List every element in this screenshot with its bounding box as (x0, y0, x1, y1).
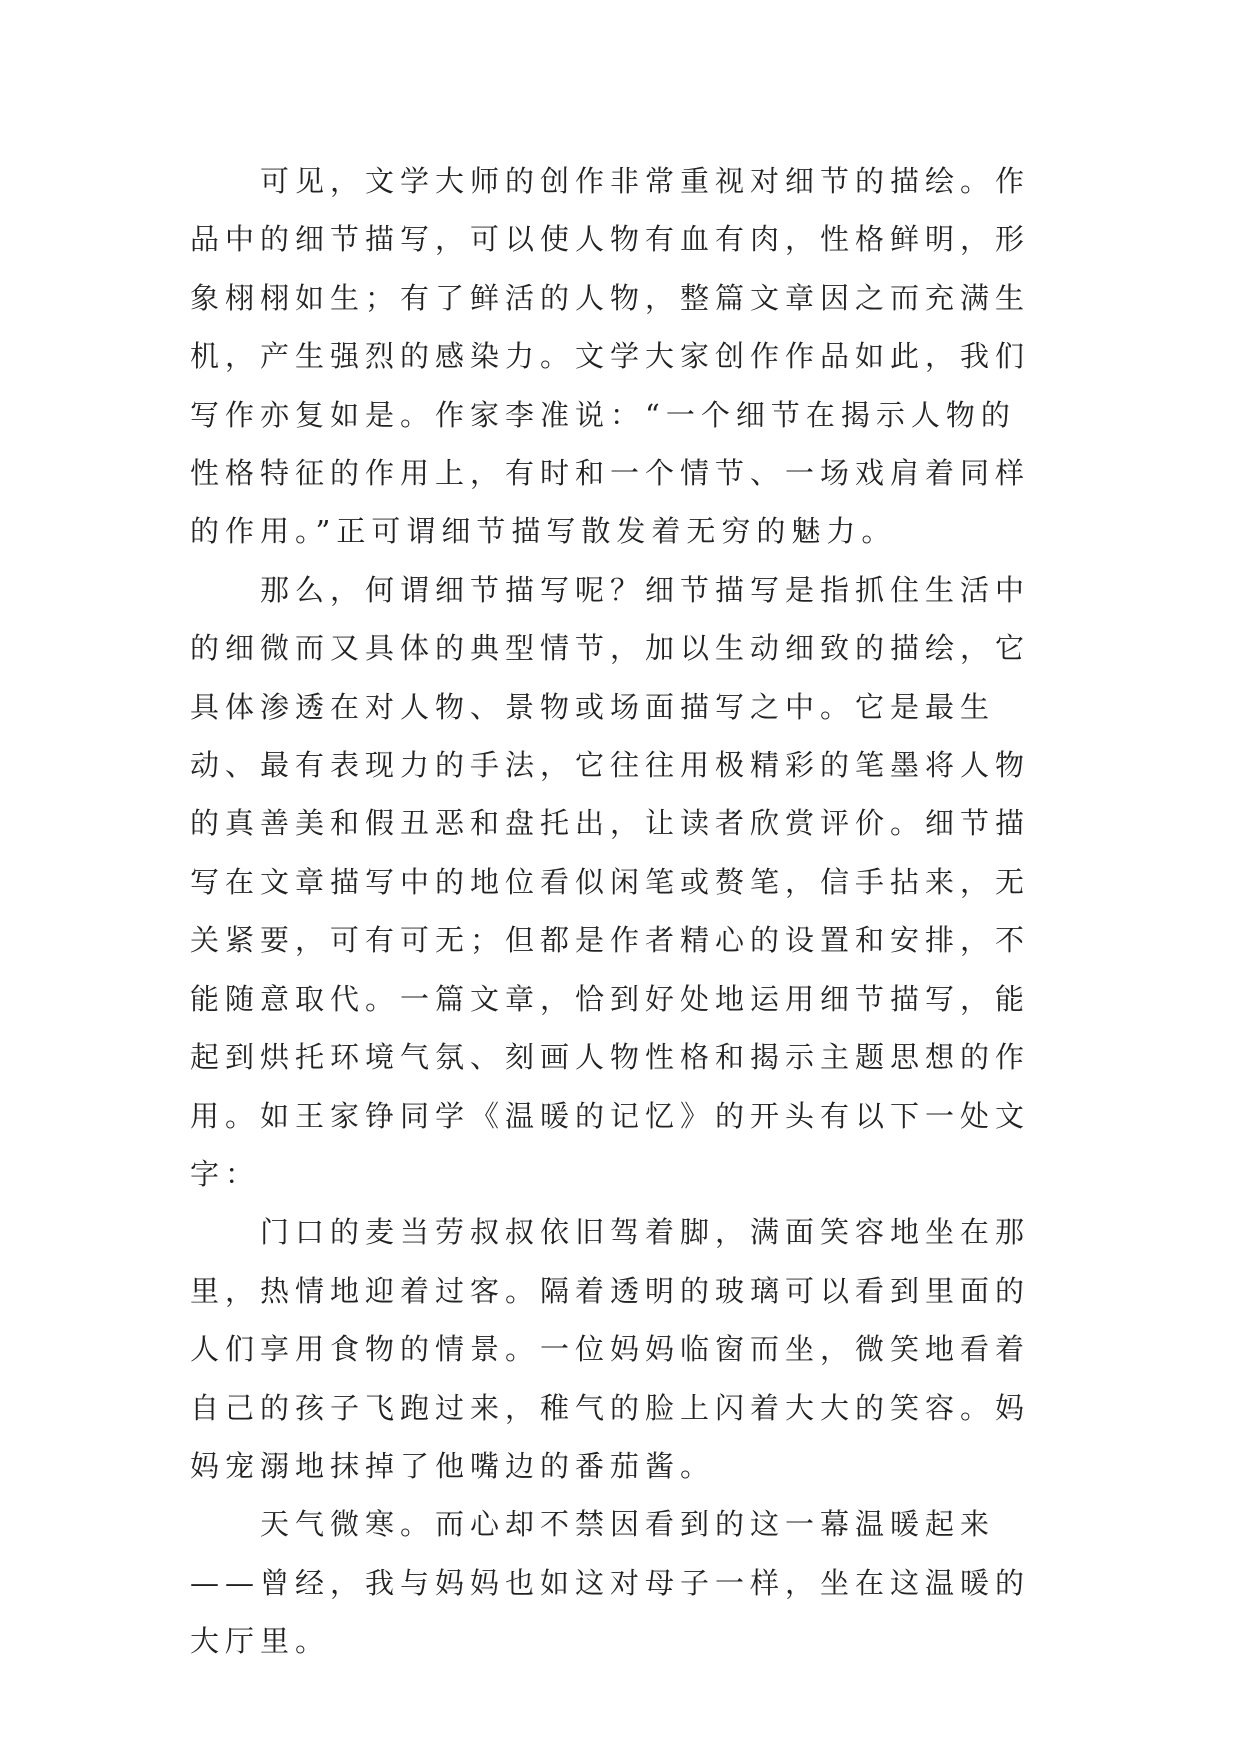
paragraph-3-quote: 门口的麦当劳叔叔依旧驾着脚，满面笑容地坐在那里，热情地迎着过客。隔着透明的玻璃可以看到里面的人们享用食物的情景。一位妈妈临窗而坐，微笑地看着自己的孩子飞跑过来，稚气的脸上闪着大大的笑容。妈妈宠溺地抹掉了他嘴边的番茄酱。 (190, 1215, 1031, 1483)
paragraph-4-quote: 天气微寒。而心却不禁因看到的这一幕温暖起来——曾经，我与妈妈也如这对母子一样，坐在这温暖的大厅里。 (190, 1507, 1031, 1659)
paragraph-1: 可见，文学大师的创作非常重视对细节的描绘。作品中的细节描写，可以使人物有血有肉，性格鲜明，形象栩栩如生；有了鲜活的人物，整篇文章因之而充满生机，产生强烈的感染力。文学大家创作作品如此，我们写作亦复如是。作家李准说：“一个细节在揭示人物的性格特征的作用上，有时和一个情节、一场戏肩着同样的作用。”正可谓细节描写散发着无穷的魅力。 (190, 164, 1031, 549)
paragraph-2: 那么，何谓细节描写呢？细节描写是指抓住生活中的细微而又具体的典型情节，加以生动细致的描绘，它具体渗透在对人物、景物或场面描写之中。它是最生动、最有表现力的手法，它往往用极精彩的笔墨将人物的真善美和假丑恶和盘托出，让读者欣赏评价。细节描写在文章描写中的地位看似闲笔或赘笔，信手拈来，无关紧要，可有可无；但都是作者精心的设置和安排，不能随意取代。一篇文章，恰到好处地运用细节描写，能起到烘托环境气氛、刻画人物性格和揭示主题思想的作用。如王家铮同学《温暖的记忆》的开头有以下一处文字： (190, 572, 1031, 1191)
document-body (190, 152, 1050, 1671)
